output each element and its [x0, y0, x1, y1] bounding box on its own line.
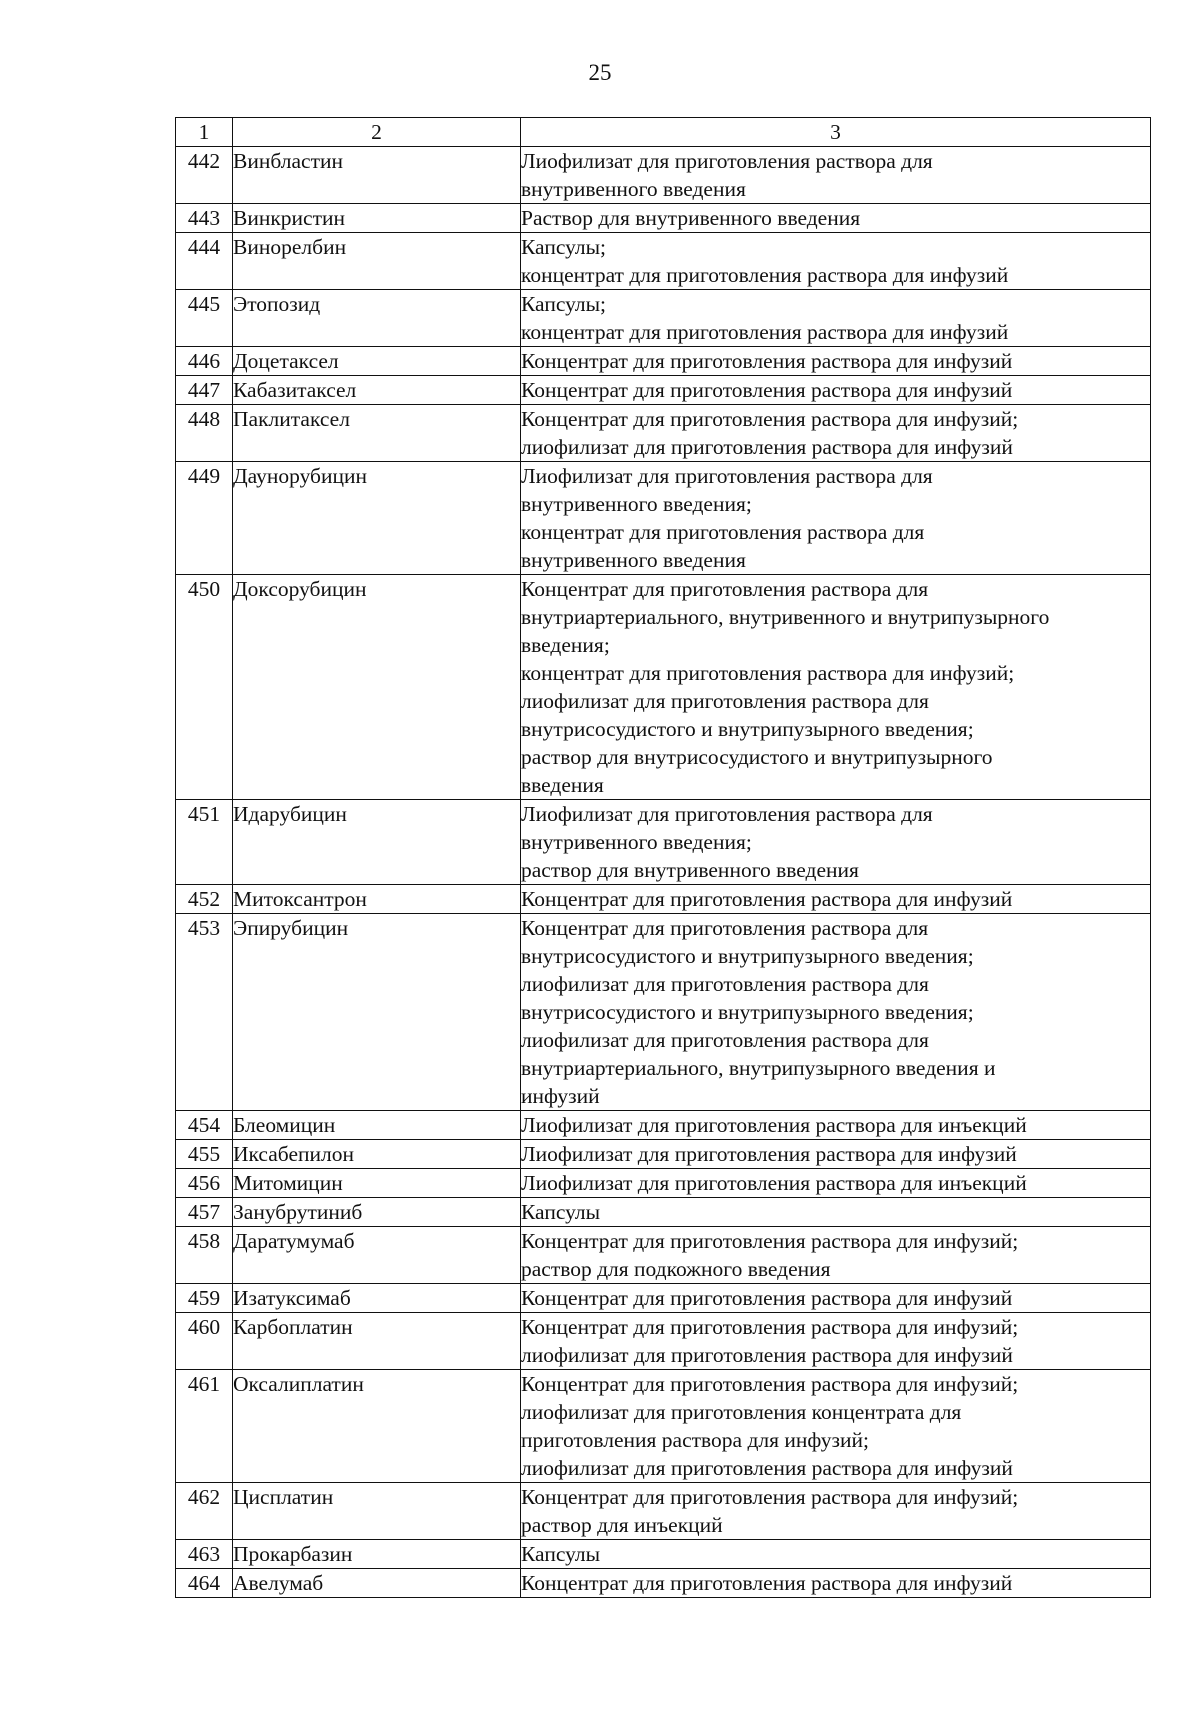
drug-name: Цисплатин — [233, 1483, 521, 1540]
dosage-form-line: Концентрат для приготовления раствора для инфузий — [521, 1286, 1013, 1310]
dosage-form-line: Концентрат для приготовления раствора для инфузий; — [521, 1315, 1019, 1339]
dosage-form — [521, 347, 1151, 376]
dosage-form — [521, 1111, 1151, 1140]
row-number: 463 — [176, 1540, 233, 1569]
drug-name: Винорелбин — [233, 233, 521, 290]
dosage-form — [521, 1227, 1151, 1284]
header-row — [176, 118, 1151, 147]
dosage-form-line: лиофилизат для приготовления раствора для — [521, 1028, 929, 1052]
dosage-form-line: концентрат для приготовления раствора для инфузий — [521, 263, 1009, 287]
dosage-form — [521, 147, 1151, 204]
dosage-form-line: Концентрат для приготовления раствора для инфузий — [521, 349, 1013, 373]
row-number: 450 — [176, 575, 233, 800]
drug-name: Паклитаксел — [233, 405, 521, 462]
dosage-form-line: лиофилизат для приготовления раствора для инфузий — [521, 1343, 1013, 1367]
dosage-form-line: лиофилизат для приготовления концентрата для — [521, 1400, 962, 1424]
dosage-form-line: Концентрат для приготовления раствора для инфузий; — [521, 1485, 1019, 1509]
row-number: 461 — [176, 1370, 233, 1483]
dosage-form-line: внутриартериального, внутрипузырного введения и — [521, 1056, 996, 1080]
dosage-form-line: Концентрат для приготовления раствора для инфузий; — [521, 1229, 1019, 1253]
table-row — [176, 885, 1151, 914]
dosage-form-line: Раствор для внутривенного введения — [521, 206, 861, 230]
dosage-form-line: лиофилизат для приготовления раствора для — [521, 689, 929, 713]
table-row — [176, 1198, 1151, 1227]
dosage-form — [521, 405, 1151, 462]
drug-name: Доцетаксел — [233, 347, 521, 376]
dosage-form — [521, 1569, 1151, 1598]
dosage-form — [521, 575, 1151, 800]
row-number: 448 — [176, 405, 233, 462]
drug-name: Винкристин — [233, 204, 521, 233]
dosage-form — [521, 204, 1151, 233]
row-number: 444 — [176, 233, 233, 290]
dosage-form — [521, 376, 1151, 405]
dosage-form-line: раствор для инъекций — [521, 1513, 723, 1537]
drug-name: Карбоплатин — [233, 1313, 521, 1370]
table-row — [176, 1370, 1151, 1483]
table-row — [176, 1313, 1151, 1370]
dosage-form-line: внутрисосудистого и внутрипузырного введения; — [521, 1000, 974, 1024]
dosage-form-line: внутривенного введения — [521, 177, 746, 201]
row-number: 453 — [176, 914, 233, 1111]
row-number: 445 — [176, 290, 233, 347]
drug-name: Идарубицин — [233, 800, 521, 885]
dosage-form-line: раствор для внутрисосудистого и внутрипузырного — [521, 745, 993, 769]
row-number: 454 — [176, 1111, 233, 1140]
table-row — [176, 376, 1151, 405]
dosage-form — [521, 1313, 1151, 1370]
dosage-form-line: Лиофилизат для приготовления раствора для — [521, 149, 933, 173]
dosage-form — [521, 885, 1151, 914]
table-row — [176, 1540, 1151, 1569]
dosage-form — [521, 233, 1151, 290]
dosage-form-line: Концентрат для приготовления раствора для инфузий — [521, 1571, 1013, 1595]
drug-name: Блеомицин — [233, 1111, 521, 1140]
row-number: 457 — [176, 1198, 233, 1227]
dosage-form-line: внутривенного введения — [521, 548, 746, 572]
dosage-form-line: внутривенного введения; — [521, 830, 752, 854]
dosage-form-line: Концентрат для приготовления раствора для инфузий; — [521, 407, 1019, 431]
table-row — [176, 1227, 1151, 1284]
dosage-form-line: внутривенного введения; — [521, 492, 752, 516]
dosage-form — [521, 800, 1151, 885]
table-row — [176, 462, 1151, 575]
drug-name: Оксалиплатин — [233, 1370, 521, 1483]
dosage-form — [521, 462, 1151, 575]
row-number: 458 — [176, 1227, 233, 1284]
row-number: 452 — [176, 885, 233, 914]
dosage-form-line: инфузий — [521, 1084, 600, 1108]
table-body — [176, 147, 1151, 1598]
dosage-form-line: Концентрат для приготовления раствора для — [521, 577, 929, 601]
dosage-form-line: Лиофилизат для приготовления раствора для инфузий — [521, 1142, 1017, 1166]
row-number: 462 — [176, 1483, 233, 1540]
dosage-form-line: Концентрат для приготовления раствора для инфузий; — [521, 1372, 1019, 1396]
row-number: 443 — [176, 204, 233, 233]
row-number: 449 — [176, 462, 233, 575]
table-row — [176, 800, 1151, 885]
dosage-form-line: приготовления раствора для инфузий; — [521, 1428, 870, 1452]
row-number: 451 — [176, 800, 233, 885]
dosage-form-line: Лиофилизат для приготовления раствора для инъекций — [521, 1113, 1027, 1137]
table-row — [176, 233, 1151, 290]
drug-name: Эпирубицин — [233, 914, 521, 1111]
dosage-form-line: Концентрат для приготовления раствора для инфузий — [521, 887, 1013, 911]
row-number: 447 — [176, 376, 233, 405]
table-row — [176, 1569, 1151, 1598]
dosage-form-line: внутрисосудистого и внутрипузырного введения; — [521, 717, 974, 741]
dosage-form-line: концентрат для приготовления раствора для инфузий; — [521, 661, 1015, 685]
row-number: 459 — [176, 1284, 233, 1313]
row-number: 456 — [176, 1169, 233, 1198]
drug-name: Этопозид — [233, 290, 521, 347]
table-row — [176, 1111, 1151, 1140]
dosage-form-line: Концентрат для приготовления раствора для — [521, 916, 929, 940]
dosage-form — [521, 1370, 1151, 1483]
dosage-form — [521, 1483, 1151, 1540]
row-number: 442 — [176, 147, 233, 204]
drug-table — [175, 117, 1151, 1598]
drug-name: Митомицин — [233, 1169, 521, 1198]
dosage-form-line: концентрат для приготовления раствора для инфузий — [521, 320, 1009, 344]
drug-name: Занубрутиниб — [233, 1198, 521, 1227]
table-row — [176, 147, 1151, 204]
dosage-form-line: лиофилизат для приготовления раствора для — [521, 972, 929, 996]
drug-name: Иксабепилон — [233, 1140, 521, 1169]
dosage-form — [521, 1169, 1151, 1198]
drug-name: Даратумумаб — [233, 1227, 521, 1284]
dosage-form-line: Лиофилизат для приготовления раствора для инъекций — [521, 1171, 1027, 1195]
table-row — [176, 914, 1151, 1111]
dosage-form-line: введения — [521, 773, 604, 797]
drug-name: Изатуксимаб — [233, 1284, 521, 1313]
dosage-form-line: введения; — [521, 633, 610, 657]
row-number: 455 — [176, 1140, 233, 1169]
dosage-form — [521, 1198, 1151, 1227]
dosage-form-line: лиофилизат для приготовления раствора для инфузий — [521, 1456, 1013, 1480]
table-row — [176, 1483, 1151, 1540]
table-row — [176, 405, 1151, 462]
table-row — [176, 1140, 1151, 1169]
dosage-form-line: внутриартериального, внутривенного и внутрипузырного — [521, 605, 1050, 629]
dosage-form-line: Концентрат для приготовления раствора для инфузий — [521, 378, 1013, 402]
dosage-form — [521, 1284, 1151, 1313]
dosage-form-line: концентрат для приготовления раствора для — [521, 520, 925, 544]
dosage-form-line: лиофилизат для приготовления раствора для инфузий — [521, 435, 1013, 459]
table-row — [176, 347, 1151, 376]
column-header-name: 2 — [233, 118, 521, 147]
dosage-form-line: внутрисосудистого и внутрипузырного введения; — [521, 944, 974, 968]
drug-name: Даунорубицин — [233, 462, 521, 575]
table-row — [176, 204, 1151, 233]
dosage-form-line: Лиофилизат для приготовления раствора для — [521, 802, 933, 826]
dosage-form-line: раствор для внутривенного введения — [521, 858, 859, 882]
dosage-form-line: Капсулы; — [521, 235, 607, 259]
dosage-form-line: Капсулы; — [521, 292, 607, 316]
table-row — [176, 290, 1151, 347]
page-number: 25 — [588, 60, 612, 85]
dosage-form-line: Капсулы — [521, 1542, 601, 1566]
drug-name: Митоксантрон — [233, 885, 521, 914]
table-row — [176, 575, 1151, 800]
table-row — [176, 1284, 1151, 1313]
column-header-number: 1 — [176, 118, 233, 147]
row-number: 460 — [176, 1313, 233, 1370]
row-number: 464 — [176, 1569, 233, 1598]
row-number: 446 — [176, 347, 233, 376]
dosage-form — [521, 1540, 1151, 1569]
dosage-form-line: Капсулы — [521, 1200, 601, 1224]
drug-name: Доксорубицин — [233, 575, 521, 800]
dosage-form-line: раствор для подкожного введения — [521, 1257, 831, 1281]
column-header-form: 3 — [521, 118, 1151, 147]
dosage-form — [521, 914, 1151, 1111]
table-row — [176, 1169, 1151, 1198]
drug-name: Прокарбазин — [233, 1540, 521, 1569]
drug-name: Авелумаб — [233, 1569, 521, 1598]
dosage-form-line: Лиофилизат для приготовления раствора для — [521, 464, 933, 488]
dosage-form — [521, 290, 1151, 347]
drug-name: Винбластин — [233, 147, 521, 204]
drug-name: Кабазитаксел — [233, 376, 521, 405]
dosage-form — [521, 1140, 1151, 1169]
